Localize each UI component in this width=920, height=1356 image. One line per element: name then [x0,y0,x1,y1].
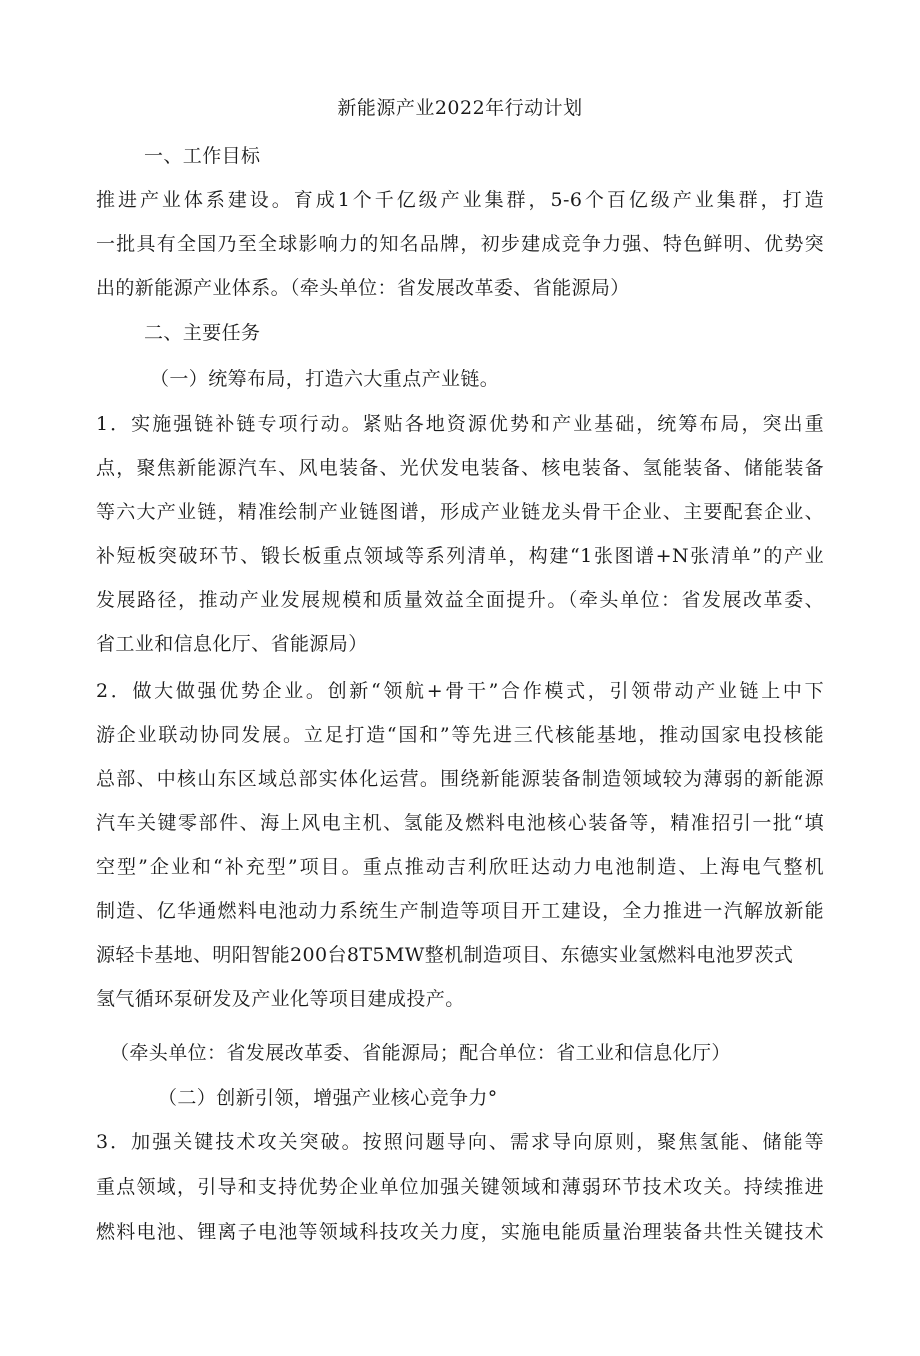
paragraph-line: 游企业联动协同发展。立足打造“国和”等先进三代核能基地，推动国家电投核能 [96,724,824,746]
lead-unit-note: （牵头单位：省发展改革委、省能源局；配合单位：省工业和信息化厅） [110,1042,731,1064]
paragraph-line: 燃料电池、锂离子电池等领域科技攻关力度，实施电能质量治理装备共性关键技术 [96,1221,824,1243]
paragraph-line: 省工业和信息化厅、省能源局） [96,633,368,655]
paragraph-line: 补短板突破环节、锻长板重点领域等系列清单，构建“1张图谱+N张清单”的产业 [96,545,824,567]
paragraph-line: 发展路径，推动产业发展规模和质量效益全面提升。（牵头单位：省发展改革委、 [96,589,824,611]
paragraph-line: 一批具有全国乃至全球影响力的知名品牌，初步建成竞争力强、特色鲜明、优势突 [96,233,824,255]
paragraph-line: 3．加强关键技术攻关突破。按照问题导向、需求导向原则，聚焦氢能、储能等 [96,1131,824,1153]
paragraph-line: 制造、亿华通燃料电池动力系统生产制造等项目开工建设，全力推进一汽解放新能 [96,900,824,922]
paragraph-line: 1．实施强链补链专项行动。紧贴各地资源优势和产业基础，统筹布局，突出重 [96,413,824,435]
subheading-1: （一）统筹布局，打造六大重点产业链。 [150,368,500,390]
document-title: 新能源产业2022年行动计划 [337,97,583,119]
paragraph-line: 等六大产业链，精准绘制产业链图谱，形成产业链龙头骨干企业、主要配套企业、 [96,501,824,523]
paragraph-line: 源轻卡基地、明阳智能200台8T5MW整机制造项目、东德实业氢燃料电池罗茨式 [96,944,794,966]
paragraph-line: 2．做大做强优势企业。创新“领航+骨干”合作模式，引领带动产业链上中下 [96,680,824,702]
paragraph-line: 点，聚焦新能源汽车、风电装备、光伏发电装备、核电装备、氢能装备、储能装备 [96,457,824,479]
paragraph-line: 出的新能源产业体系。（牵头单位：省发展改革委、省能源局） [96,277,630,299]
paragraph-line: 推进产业体系建设。育成1个千亿级产业集群，5-6个百亿级产业集群，打造 [96,189,824,211]
paragraph-line: 氢气循环泵研发及产业化等项目建成投产。 [96,988,465,1010]
paragraph-line: 空型”企业和“补充型”项目。重点推动吉利欣旺达动力电池制造、上海电气整机 [96,856,824,878]
paragraph-line: 总部、中核山东区域总部实体化运营。围绕新能源装备制造领域较为薄弱的新能源 [96,768,824,790]
heading-work-goals: 一、工作目标 [144,145,261,167]
heading-main-tasks: 二、主要任务 [144,322,261,344]
paragraph-line: 重点领域，引导和支持优势企业单位加强关键领域和薄弱环节技术攻关。持续推进 [96,1176,824,1198]
subheading-2: （二）创新引领，增强产业核心竞争力° [158,1087,498,1109]
paragraph-line: 汽车关键零部件、海上风电主机、氢能及燃料电池核心装备等，精准招引一批“填 [96,812,824,834]
